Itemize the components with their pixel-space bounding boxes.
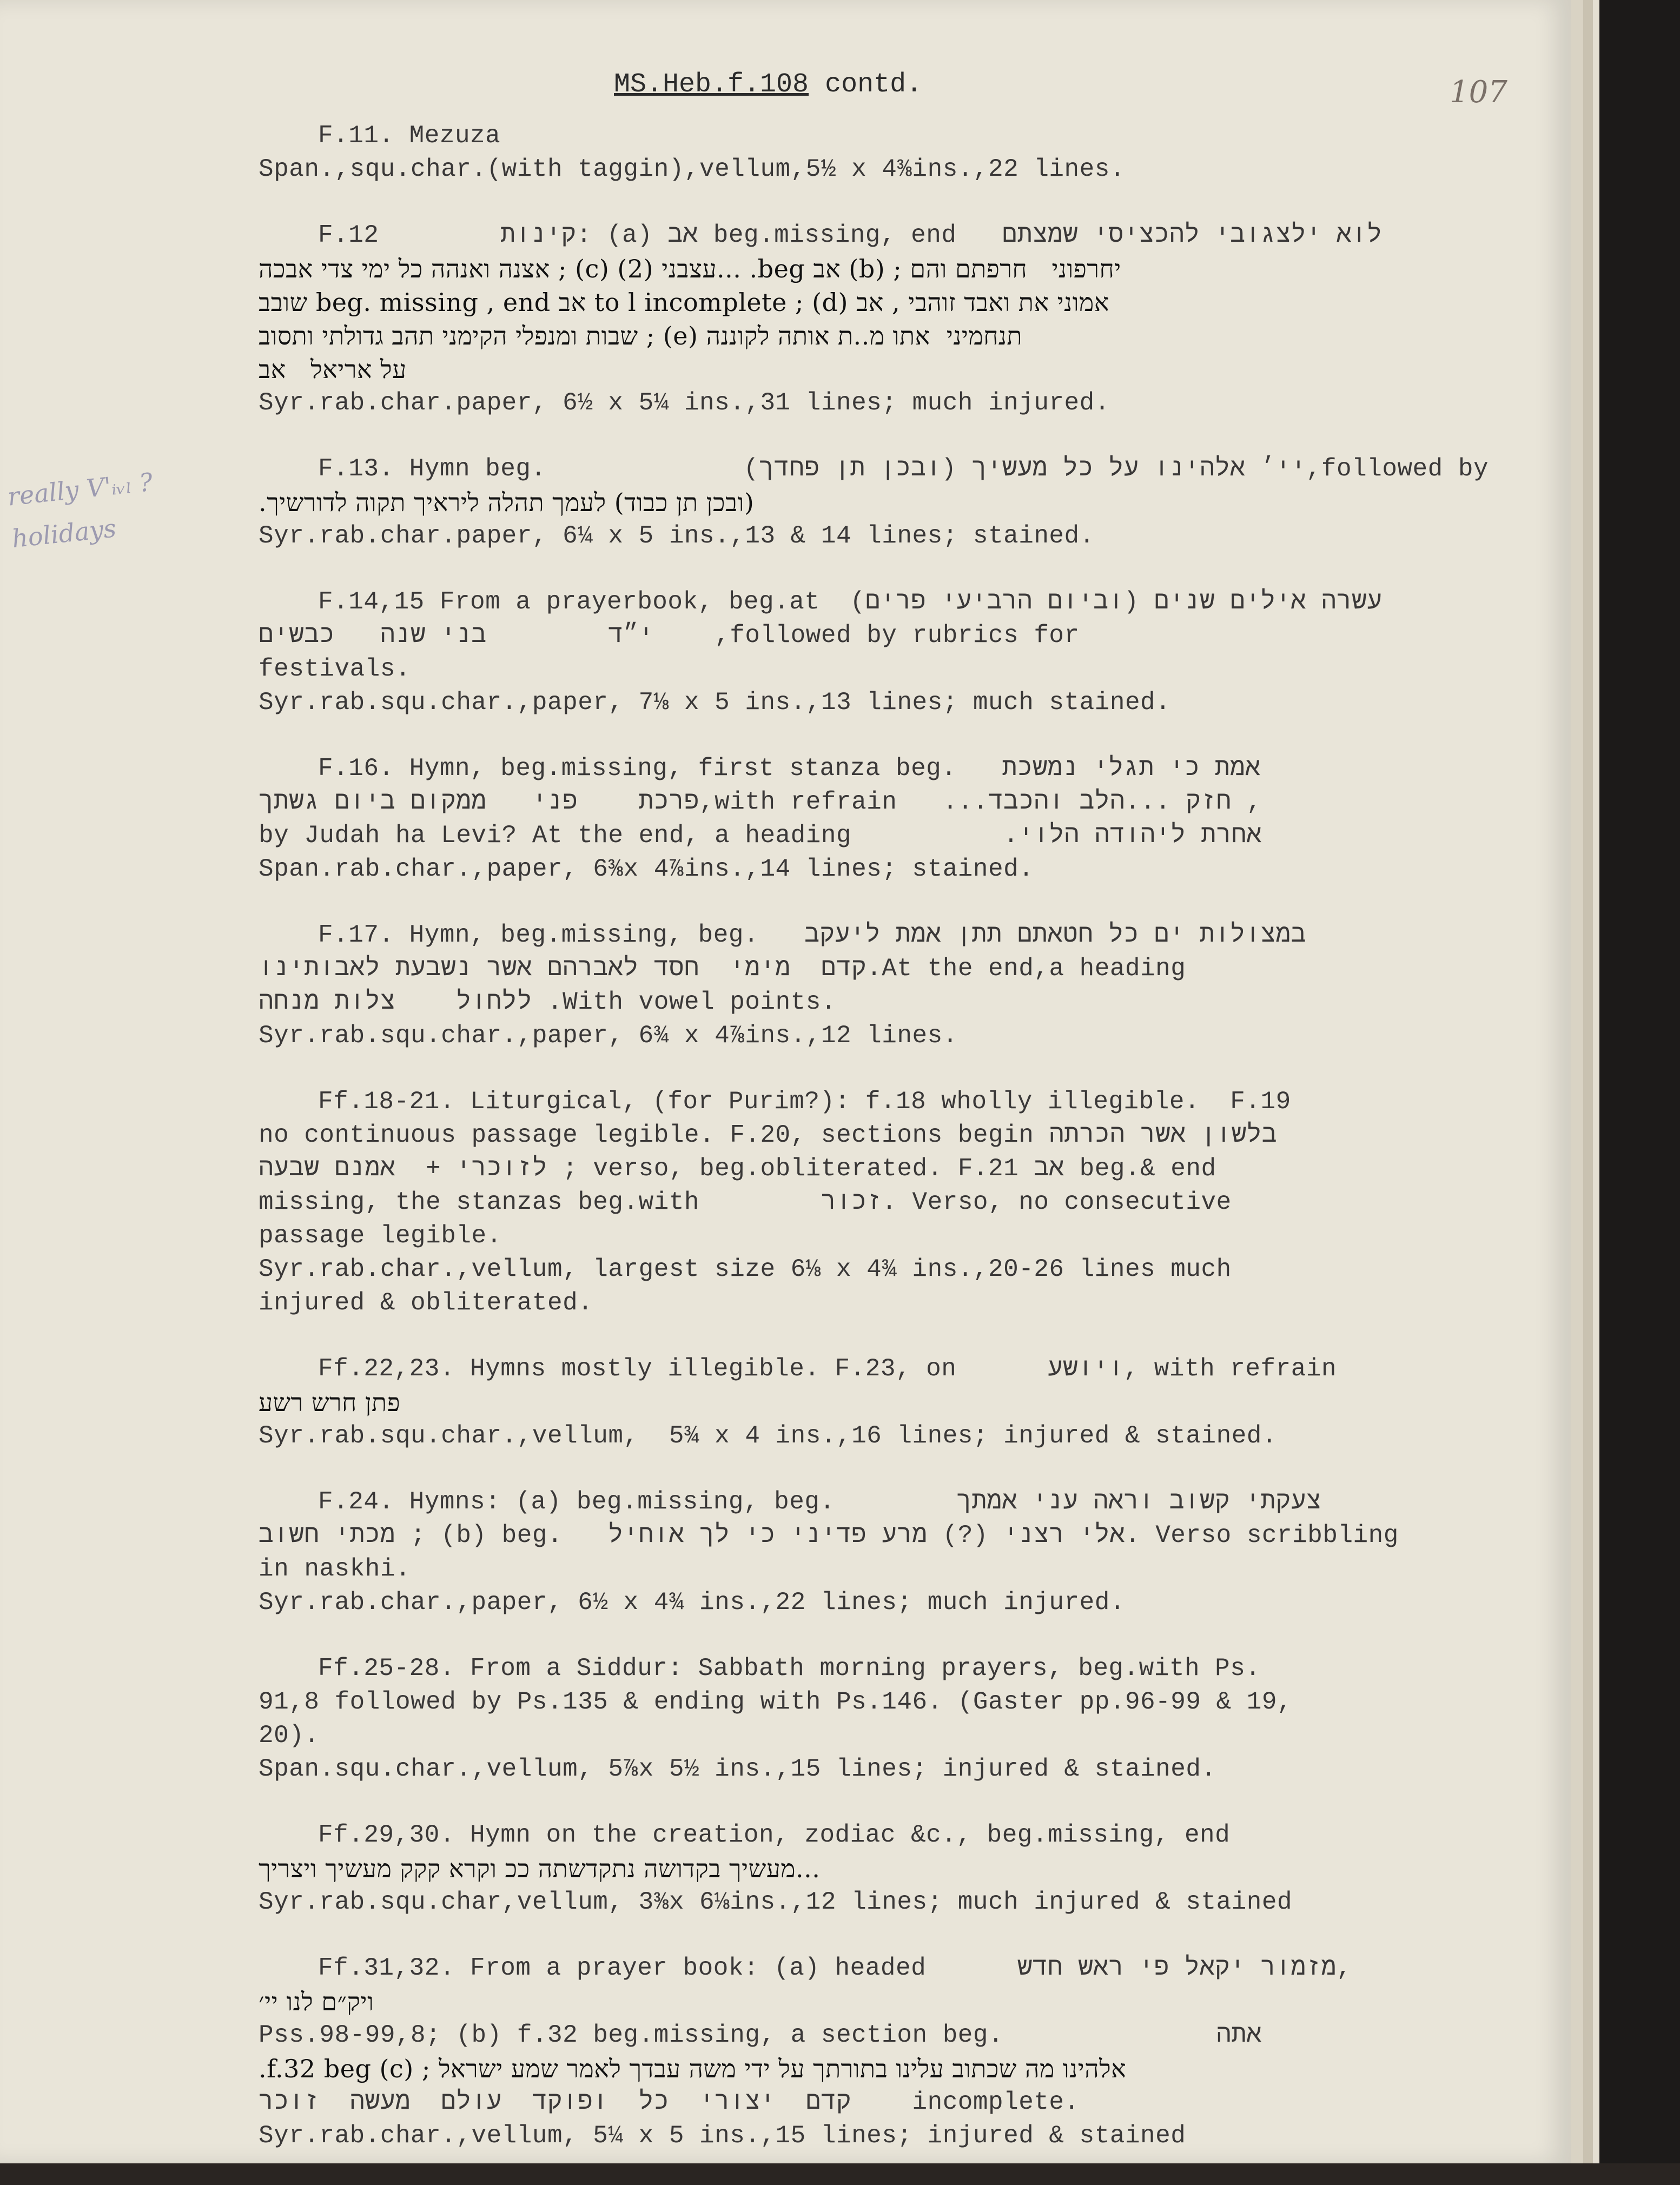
entry-line: מכתי חשוב ; (b) beg. אלי רצני (?) מרע פדיני כי לך אוחיל. Verso scribbling [259, 1521, 1399, 1550]
entry-line: passage legible. [259, 1222, 502, 1250]
margin-note-line: holidays [10, 513, 118, 554]
margin-note-line: really V'ᵢᵥₗ ? [6, 467, 154, 512]
entry-line: Ff.31,32. From a prayer book: (a) headed מזמור יקאל פי ראש חדש, [318, 1954, 1352, 1982]
handwritten-hebrew-line: ויק״ם לנו יי׳ [259, 1987, 374, 2016]
entry-line: Ff.29,30. Hymn on the creation, zodiac &c., beg.missing, end [318, 1821, 1231, 1849]
entry-line: by Judah ha Levi? At the end, a heading .אחרת ליהודה הלוי [259, 822, 1262, 850]
entry-line: no continuous passage legible. F.20, sections begin בלשון אשר הכרתה [259, 1121, 1278, 1149]
entry-line: festivals. [259, 655, 411, 683]
entry-line: F.16. Hymn, beg.missing, first stanza beg. אמת כי תגלי נמשכת [318, 754, 1261, 783]
entry-line: Syr.rab.char.,vellum, 5¼ x 5 ins.,15 lines; injured & stained [259, 2122, 1186, 2150]
entry-line: injured & obliterated. [259, 1289, 593, 1317]
catalogue-entry [259, 1085, 1508, 1320]
entry-line: Span.,squ.char.(with taggin),vellum,5½ x 4⅜ins.,22 lines. [259, 155, 1125, 183]
header-title: MS.Heb.f.108 [614, 69, 809, 100]
handwritten-hebrew-line: אמוני את ואבד זוהבי , אב to l incomplete ; (d) אב beg. missing , end שובב [259, 288, 1109, 317]
entry-line: Syr.rab.squ.char.,paper, 6¾ x 4⅞ins.,12 lines. [259, 1022, 958, 1050]
catalogue-entry [259, 752, 1508, 886]
handwritten-hebrew-line: יחרפוני חרפתם והם ; (b) אב beg. ...עצבני (2) (c) ; אצנה ואנהה כל ימי צדי אבכה [259, 254, 1121, 283]
catalogue-entry [259, 585, 1508, 719]
catalogue-entry [259, 219, 1508, 420]
entry-line: F.24. Hymns: (a) beg.missing, beg. צעקתי קשוב וראה עני אמתך [318, 1488, 1321, 1516]
margin-note [5, 461, 159, 560]
entry-line: Span.squ.char.,vellum, 5⅞x 5½ ins.,15 lines; injured & stained. [259, 1755, 1216, 1783]
entry-line: י״ד בני שנה כבשים ,followed by rubrics for [259, 621, 1080, 650]
entry-line: לזוכרי + אמנם שבעה ; verso, beg.obliterated. F.21 אב beg.& end [259, 1155, 1216, 1183]
entry-line: Syr.rab.squ.char,vellum, 3⅜x 6⅛ins.,12 lines; much injured & stained [259, 1888, 1293, 1916]
entry-line: Syr.rab.squ.char.,paper, 7⅛ x 5 ins.,13 lines; much stained. [259, 688, 1171, 717]
entry-line: Ff.22,23. Hymns mostly illegible. F.23, on ויושע, with refrain [318, 1355, 1337, 1383]
entry-line: Span.rab.char.,paper, 6⅜x 4⅞ins.,14 lines; stained. [259, 855, 1034, 883]
catalogue-entry [259, 1818, 1508, 1919]
entry-line: Syr.rab.squ.char.,vellum, 5¾ x 4 ins.,16 lines; injured & stained. [259, 1422, 1278, 1450]
entry-line: 91,8 followed by Ps.135 & ending with Ps.146. (Gaster pp.96-99 & 19, [259, 1688, 1293, 1716]
entry-line: ללחול צלות מנחה .With vowel points. [259, 988, 836, 1016]
entry-line: Syr.rab.char.paper, 6½ x 5¼ ins.,31 lines; much injured. [259, 389, 1110, 417]
entry-line: F.12 קינות: (a) אב beg.missing, end לוא ילצגובי להכציסי שמצתם [318, 221, 1383, 249]
page-number: 107 [1450, 75, 1507, 110]
entry-line: Ff.18-21. Liturgical, (for Purim?): f.18 wholly illegible. F.19 [318, 1088, 1291, 1116]
entry-line: F.17. Hymn, beg.missing, beg. במצולות ים כל חטאתם תתן אמת ליעקב [318, 921, 1306, 949]
entry-line: in naskhi. [259, 1555, 411, 1583]
entry-line: F.14,15 From a prayerbook, beg.at (וביום הרביעי פרים) עשרה אילים שנים [318, 588, 1383, 616]
page-edge [1583, 0, 1593, 2163]
handwritten-hebrew-line: פתן חרש רשע [259, 1388, 401, 1417]
entry-line: Syr.rab.char.,vellum, largest size 6⅛ x 4¾ ins.,20-26 lines much [259, 1255, 1232, 1283]
handwritten-hebrew-line: אלהינו מה שכתוב עלינו בתורתך על ידי משה עבדך לאמר שמע ישראל ; (c) f.32 beg. [259, 2054, 1127, 2083]
entry-line: Ff.25-28. From a Siddur: Sabbath morning prayers, beg.with Ps. [318, 1654, 1261, 1683]
entry-line: Syr.rab.char.paper, 6¼ x 5 ins.,13 & 14 lines; stained. [259, 522, 1095, 550]
entry-line: קדם מימי חסד לאברהם אשר נשבעת לאבותינו.At the end,a heading [259, 955, 1186, 983]
entry-line: F.11. Mezuza [318, 122, 501, 150]
catalogue-entry [259, 119, 1508, 186]
catalogue-entry [259, 452, 1508, 553]
catalogue-entries [259, 119, 1508, 2185]
page-edge [1593, 0, 1599, 2163]
catalogue-entry [259, 1352, 1508, 1453]
entry-line: פרכת פני ממקום ביום גשתך,with refrain ...חזק ...הלב והכבד , [259, 788, 1262, 816]
entry-line: 20). [259, 1721, 320, 1750]
page-edge [1571, 0, 1583, 2163]
entry-line: F.13. Hymn beg. (ובכן תן פחדך) יי׳ אלהינו על כל מעשיך,followed by [318, 455, 1489, 483]
catalogue-entry [259, 1485, 1508, 1619]
page-header [614, 69, 922, 100]
header-suffix: contd. [809, 69, 923, 100]
entry-line: קדם יצורי כל ופוקד עולם מעשה זוכר incomplete. [259, 2088, 1080, 2116]
handwritten-hebrew-line: (ובכן תן כבוד) לעמך תהלה ליראיך תקוה לדורשיך. [259, 488, 755, 517]
entry-line: missing, the stanzas beg.with זכור. Verso, no consecutive [259, 1188, 1232, 1216]
handwritten-hebrew-line: תנחמיני אתו מ..ת אותה לקוננה (e) ; שבות ומנפלי הקימני תהב גדולתי ותסוב [259, 321, 1022, 350]
entry-line: Pss.98-99,8; (b) f.32 beg.missing, a section beg. אתה [259, 2021, 1262, 2049]
handwritten-hebrew-line: ...מעשיך בקדושה נתקדשתה ככ וקרא קקק מעשיך ויצריך [259, 1854, 821, 1883]
book-cover [1599, 0, 1680, 2163]
catalogue-entry [259, 918, 1508, 1052]
handwritten-hebrew-line: על אריאל אב [259, 355, 407, 384]
entry-line: Syr.rab.char.,paper, 6½ x 4¾ ins.,22 lines; much injured. [259, 1588, 1125, 1617]
catalogue-entry [259, 1951, 1508, 2153]
catalogue-entry [259, 1652, 1508, 1786]
